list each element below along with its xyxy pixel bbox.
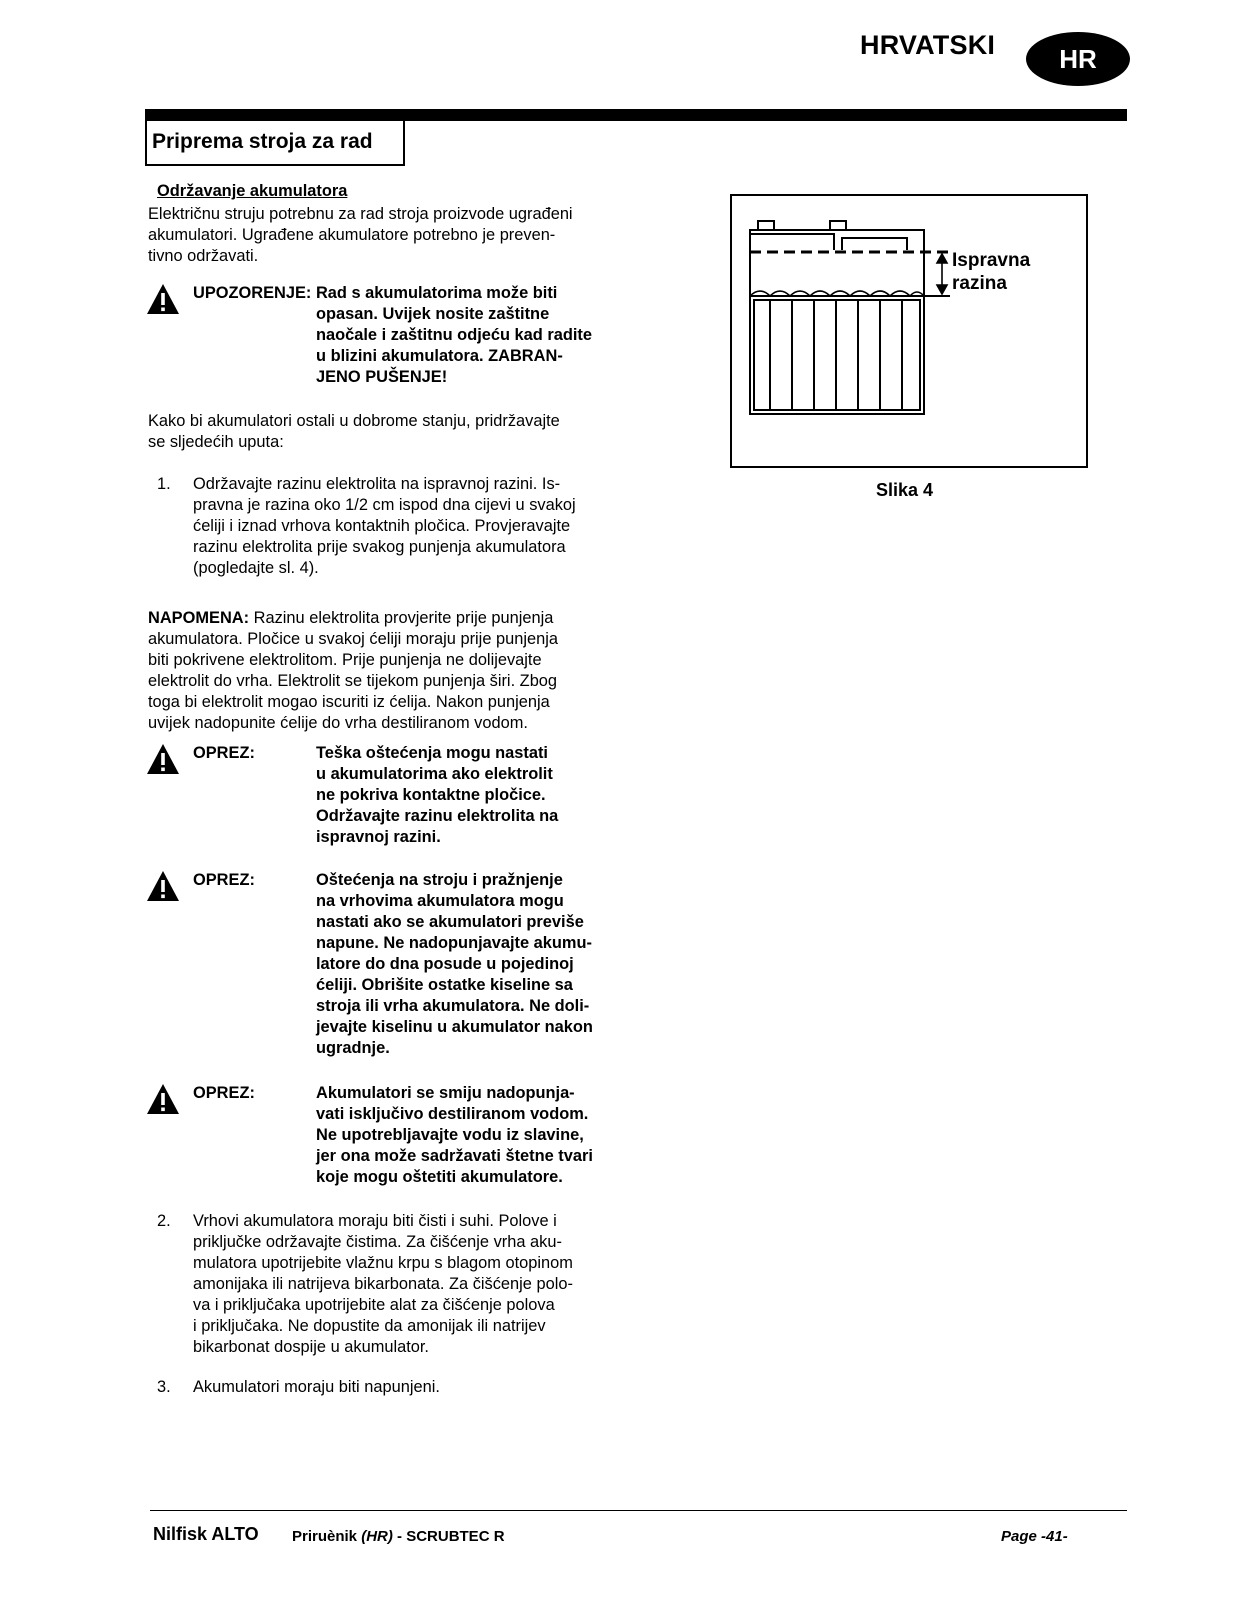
list-line: razinu elektrolita prije svakog punjenja akumulatora [193,538,566,556]
list-body [193,1377,627,1398]
list-line: amonijaka ili natrijeva bikarbonata. Za čišćenje polo- [193,1275,573,1293]
list-number: 2. [157,1212,171,1230]
note-line: akumulatora. Pločice u svakoj ćeliji moraju prije punjenja [148,630,558,648]
caution-line: Oštećenja na stroju i pražnjenje [316,871,563,889]
footer-page-number: Page -41- [1001,1528,1068,1545]
note-line: biti pokrivene elektrolitom. Prije punjenja ne dolijevajte [148,651,542,669]
caution-label: OPREZ: [193,871,255,889]
warning-triangle-icon [146,870,180,902]
footer-doc-lang: (HR) [361,1528,393,1545]
caution-block [146,1083,636,1193]
caution-line: ne pokriva kontaktne pločice. [316,786,546,804]
language-badge [1026,32,1130,86]
language-code: HR [1059,43,1097,74]
warning-label: UPOZORENJE: [193,284,312,302]
intro-paragraph [148,204,628,267]
section-title: Priprema stroja za rad [145,121,405,166]
list-line: bikarbonat dospije u akumulator. [193,1338,429,1356]
warning-block [146,283,636,393]
caution-line: Teška oštećenja mogu nastati [316,744,548,762]
warning-line: JENO PUŠENJE! [316,368,448,386]
caution-line: koje mogu oštetiti akumulatore. [316,1168,563,1186]
list-line: mulatora upotrijebite vlažnu krpu s blagom otopinom [193,1254,573,1272]
list-line: pravna je razina oko 1/2 cm ispod dna cijevi u svakoj [193,496,576,514]
list-body [193,1211,627,1358]
caution-line: Održavajte razinu elektrolita na [316,807,559,825]
warning-text-cont [316,304,636,388]
battery-level-diagram [732,196,1086,466]
warning-triangle-icon [146,1083,180,1115]
battery-figure [730,194,1088,468]
list-number: 3. [157,1378,171,1396]
caution-line: jer ona može sadržavati štetne tvari [316,1147,593,1165]
footer-doc-suffix: - SCRUBTEC R [392,1528,505,1545]
caution-line: Akumulatori se smiju nadopunja- [316,1084,575,1102]
warning-line: naočale i zaštitnu odjeću kad radite [316,326,592,344]
note-line: uvijek nadopunite ćelije do vrha destiliranom vodom. [148,714,528,732]
caution-label: OPREZ: [193,744,255,762]
caution-line: stroja ili vrha akumulatora. Ne doli- [316,997,590,1015]
caution-line: napune. Ne nadopunjavajte akumu- [316,934,592,952]
caution-line: latore do dna posude u pojedinoj [316,955,574,973]
warning-text [193,283,633,304]
caution-line: ispravnoj razini. [316,828,441,846]
list-body [193,474,627,579]
list-line: priključke održavajte čistima. Za čišćenje vrha aku- [193,1233,562,1251]
instructions-intro [148,411,628,453]
language-title: HRVATSKI [860,30,996,60]
warning-triangle-icon [146,283,180,315]
list-line: Održavajte razinu elektrolita na ispravnoj razini. Is- [193,475,561,493]
note-line: Razinu elektrolita provjerite prije punjenja [249,609,554,627]
figure-caption: Slika 4 [876,480,934,500]
footer-brand: Nilfisk ALTO [153,1524,259,1544]
caution-line: nastati ako se akumulatori previše [316,913,584,931]
note-line: elektrolit do vrha. Elektrolit se tijekom punjenja širi. Zbog [148,672,558,690]
figure-label-line2: razina [952,273,1007,294]
note-paragraph [148,608,628,734]
instructions-intro-line: Kako bi akumulatori ostali u dobrome stanju, pridržavajte [148,412,560,430]
caution-line: jevajte kiselinu u akumulator nakon [316,1018,593,1036]
caution-line: vati isključivo destiliranom vodom. [316,1105,589,1123]
caution-line: ćeliji. Obrišite ostatke kiseline sa [316,976,573,994]
subsection-title: Održavanje akumulatora [157,182,348,200]
warning-line: Rad s akumulatorima može biti [315,284,558,302]
list-number: 1. [157,475,171,493]
caution-text [316,743,636,848]
list-line: (pogledajte sl. 4). [193,559,319,577]
list-line: Akumulatori moraju biti napunjeni. [193,1378,440,1396]
list-line: ćeliji i iznad vrhova kontaktnih pločica. Provjeravajte [193,517,571,535]
caution-label: OPREZ: [193,1084,255,1102]
list-line: Vrhovi akumulatora moraju biti čisti i suhi. Polove i [193,1212,557,1230]
list-line: i priključaka. Ne dopustite da amonijak ili natrijev [193,1317,546,1335]
caution-block [146,870,636,1065]
instructions-intro-line: se sljedećih uputa: [148,433,284,451]
caution-line: Ne upotrebljavajte vodu iz slavine, [316,1126,584,1144]
warning-line: u blizini akumulatora. ZABRAN- [316,347,563,365]
note-line: toga bi elektrolit mogao iscuriti iz ćelija. Nakon punjenja [148,693,550,711]
list-line: va i priključaka upotrijebite alat za čišćenje polova [193,1296,555,1314]
caution-block [146,743,636,853]
intro-line: Električnu struju potrebnu za rad stroja proizvode ugrađeni [148,205,573,223]
footer-doc-prefix: Priruènik [292,1528,362,1545]
caution-line: na vrhovima akumulatora mogu [316,892,564,910]
intro-line: akumulatori. Ugrađene akumulatore potrebno je preven- [148,226,556,244]
footer-document-title [292,1528,505,1545]
warning-triangle-icon [146,743,180,775]
caution-line: u akumulatorima ako elektrolit [316,765,553,783]
caution-line: ugradnje. [316,1039,390,1057]
warning-line: opasan. Uvijek nosite zaštitne [316,305,550,323]
header-divider [145,109,1127,121]
caution-text [316,870,636,1059]
note-label: NAPOMENA: [148,609,250,627]
caution-text [316,1083,636,1188]
intro-line: tivno održavati. [148,247,259,265]
figure-label-line1: Ispravna [952,250,1031,271]
footer-divider [150,1510,1127,1511]
